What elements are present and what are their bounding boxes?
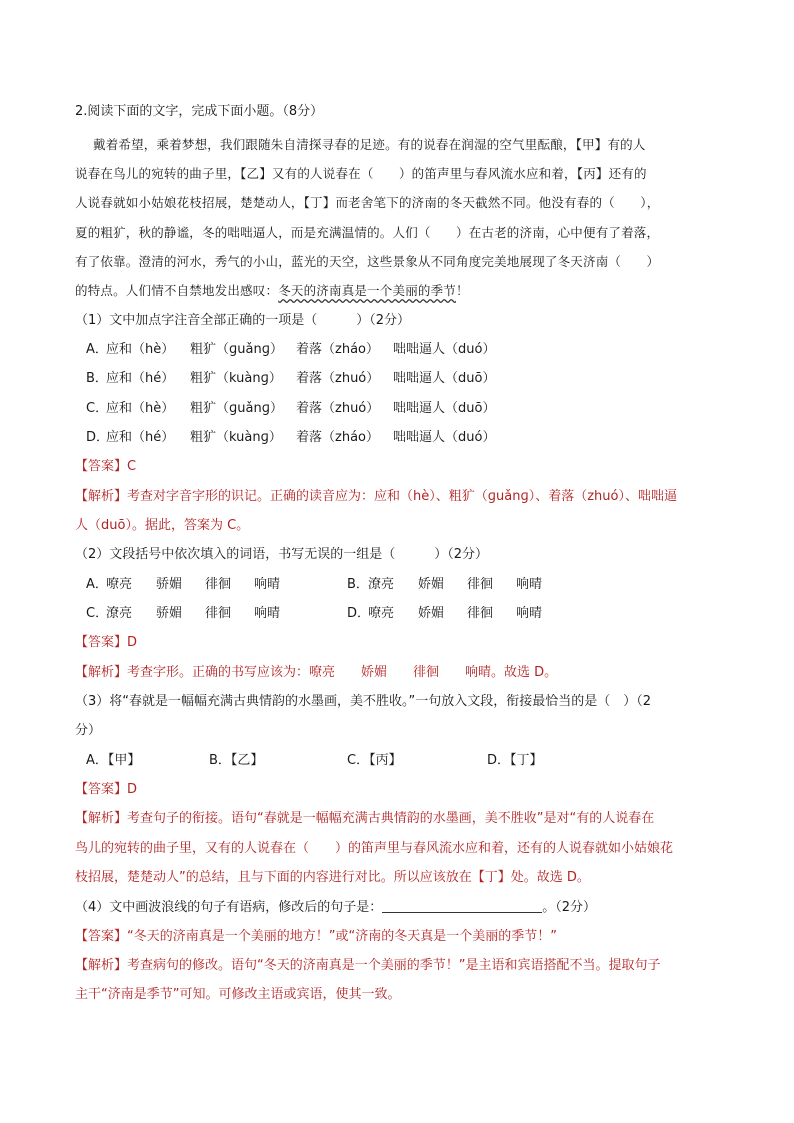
option-word: 骄媚: [156, 577, 183, 592]
q3-analysis-line: 鸟儿的宛转的曲子里，又有的人说春在（ ）的笛声里与春风流水应和着，还有的人说春就如小姑娘花: [75, 841, 674, 856]
analysis-text: 考查对字音字形的识记。正确的读音应为：应和（hè）、粗犷（ɡuǎnɡ）、着落（zhuó）、咄咄逼: [127, 489, 677, 504]
option-cell: 咄咄逼人（duō）: [393, 401, 496, 416]
q2-stem: （2）文段括号中依次填入的词语，书写无误的一组是（ ）（2分）: [75, 547, 489, 562]
answer-text: “冬天的济南真是一个美丽的地方！”或“济南的冬天真是一个美丽的季节！”: [127, 929, 557, 944]
option-word: 嘹亮: [106, 577, 133, 592]
analysis-label: 【解析】: [75, 489, 128, 504]
option-cell: 着落（zháo）: [296, 342, 379, 357]
q3-stem: （3）将“春就是一幅幅充满古典情韵的水墨画，美不胜收。”一句放入文段，衔接最恰当的是（ ）（2: [75, 694, 652, 709]
answer-text: D: [127, 782, 138, 797]
q1-answer: [75, 458, 136, 476]
option-word: 徘徊: [467, 577, 494, 592]
q2-analysis-line: [75, 664, 557, 682]
passage-line: 有了依靠。澄清的河水，秀气的小山，蓝光的天空，这些景象从不同角度完美地展现了冬天济南（ ）: [75, 254, 660, 269]
q4-stem-text: （4）文中画波浪线的句子有语病，修改后的句子是：: [75, 900, 383, 915]
q3-analysis-line: 枝招展，楚楚动人”的总结，且与下面的内容进行对比。所以应该放在【丁】处。故选 D。: [75, 870, 590, 885]
option-word: 徘徊: [205, 577, 232, 592]
answer-label: 【答案】: [75, 782, 128, 797]
option-cell: 着落（zhuó）: [296, 401, 380, 416]
option-word: 徘徊: [467, 606, 494, 621]
answer-label: 【答案】: [75, 929, 128, 944]
q3-option-b: B．【乙】: [209, 753, 264, 768]
option-word: 潦亮: [368, 577, 395, 592]
option-cell: 粗犷（ɡuǎnɡ）: [190, 401, 283, 416]
option-letter: A．: [86, 577, 108, 592]
q3-option-d: D．【丁】: [487, 753, 543, 768]
answer-text: D: [127, 635, 138, 650]
option-letter: B．: [86, 371, 108, 386]
passage-line: [75, 282, 469, 300]
q4-analysis-line: [75, 957, 661, 975]
option-word: 响晴: [254, 606, 281, 621]
option-letter: D．: [347, 606, 371, 621]
option-cell: 着落（zhuó）: [296, 371, 380, 386]
answer-label: 【答案】: [75, 459, 128, 474]
q4-answer: [75, 928, 557, 946]
passage-text: 的特点。人们情不自禁地发出感叹：: [75, 283, 279, 298]
q3-answer: [75, 781, 137, 799]
option-cell: 粗犷（kuànɡ）: [190, 371, 282, 386]
option-cell: 粗犷（kuànɡ）: [190, 430, 282, 445]
q4-stem: [75, 898, 596, 917]
q1-stem: （1）文中加点字注音全部正确的一项是（ ）（2分）: [75, 313, 411, 328]
q3-stem: 分）: [75, 723, 102, 738]
q1-analysis-line: [75, 488, 677, 506]
option-word: 骄媚: [156, 606, 183, 621]
passage-line: 戴着希望，乘着梦想，我们跟随朱自清探寻春的足迹。有的说春在润湿的空气里酝酿，【甲】有的人: [93, 137, 646, 152]
analysis-text: 考查句子的衔接。语句“春就是一幅幅充满古典情韵的水墨画，美不胜收”是对“有的人说春在: [127, 811, 655, 826]
option-word: 嘹亮: [368, 606, 395, 621]
analysis-label: 【解析】: [75, 665, 128, 680]
option-cell: 应和（hé）: [106, 371, 175, 386]
passage-line: 夏的粗犷，秋的静谧，冬的咄咄逼人，而是充满温情的。人们（ ）在古老的济南，心中便有了着落，: [75, 225, 660, 240]
q3-analysis-line: [75, 810, 654, 828]
option-word: 潦亮: [106, 606, 133, 621]
option-cell: 应和（hè）: [106, 401, 175, 416]
option-word: 娇媚: [418, 577, 445, 592]
analysis-label: 【解析】: [75, 958, 128, 973]
analysis-label: 【解析】: [75, 811, 128, 826]
option-letter: C．: [86, 401, 109, 416]
answer-blank: [382, 898, 542, 913]
option-word: 徘徊: [205, 606, 232, 621]
option-letter: D．: [86, 430, 110, 445]
option-cell: 咄咄逼人（duó）: [393, 430, 496, 445]
option-word: 娇媚: [418, 606, 445, 621]
analysis-text: 考查字形。正确的书写应该为：嘹亮 娇媚 徘徊 响晴。故选 D。: [127, 665, 558, 680]
q4-analysis-line: 主干“济南是季节”可知。可修改主语或宾语，使其一致。: [75, 987, 401, 1002]
q3-option-c: C．【丙】: [347, 753, 402, 768]
passage-text: ！: [456, 283, 469, 298]
analysis-text: 考查病句的修改。语句“冬天的济南真是一个美丽的季节！”是主语和宾语搭配不当。提取句子: [127, 958, 661, 973]
q1-analysis-line: 人（duō）。据此，答案为 C。: [75, 518, 250, 533]
q3-option-a: A．【甲】: [86, 753, 141, 768]
q2-answer: [75, 634, 137, 652]
option-word: 响晴: [254, 577, 281, 592]
option-cell: 着落（zháo）: [296, 430, 379, 445]
option-cell: 应和（hé）: [106, 430, 175, 445]
answer-text: C: [127, 459, 137, 474]
question-header: 2.阅读下面的文字，完成下面小题。（8分）: [75, 104, 324, 119]
option-word: 响晴: [516, 606, 543, 621]
answer-label: 【答案】: [75, 635, 128, 650]
option-word: 响晴: [516, 577, 543, 592]
option-letter: A．: [86, 342, 108, 357]
option-letter: B．: [347, 577, 369, 592]
q4-stem-text: 。（2分）: [542, 900, 597, 915]
option-cell: 咄咄逼人（duó）: [393, 342, 496, 357]
option-letter: C．: [86, 606, 109, 621]
option-cell: 应和（hè）: [106, 342, 175, 357]
passage-line: 人说春就如小姑娘花枝招展，楚楚动人，【丁】而老舍笔下的济南的冬天截然不同。他没有春的（ ），: [75, 195, 660, 210]
option-cell: 咄咄逼人（duō）: [393, 371, 496, 386]
passage-line: 说春在鸟儿的宛转的曲子里，【乙】又有的人说春在（ ）的笛声里与春风流水应和着，【丙】还有的: [75, 166, 647, 181]
option-cell: 粗犷（ɡuǎnɡ）: [190, 342, 283, 357]
wavy-underlined-sentence: 冬天的济南真是一个美丽的季节: [278, 283, 457, 298]
